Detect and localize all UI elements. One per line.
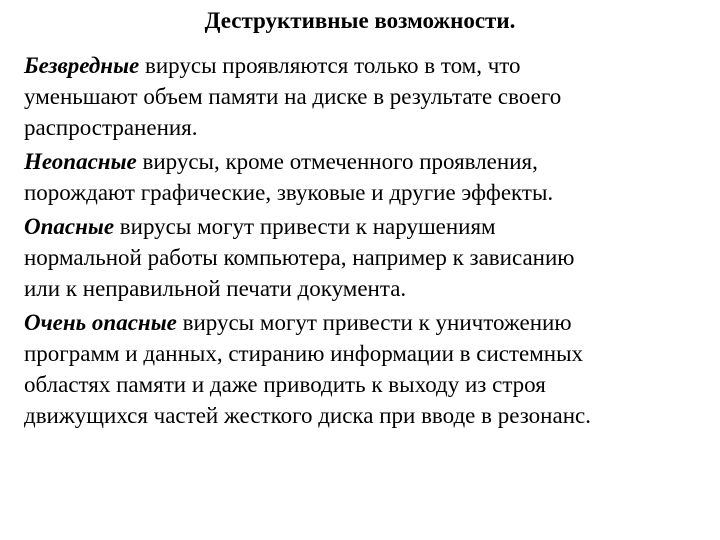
paragraph-text: вирусы, кроме отмеченного проявления, bbox=[136, 149, 538, 174]
paragraph-text: распространения. bbox=[24, 115, 198, 140]
paragraph-text: вирусы могут привести к уничтожению bbox=[176, 310, 572, 335]
slide-body bbox=[24, 50, 704, 434]
paragraph-dangerous bbox=[24, 211, 704, 304]
paragraph-text: нормальной работы компьютера, например к зависанию bbox=[24, 245, 575, 270]
term-dangerous: Опасные bbox=[24, 214, 115, 239]
paragraph-text: порождают графические, звуковые и другие эффекты. bbox=[24, 180, 554, 205]
term-non-dangerous: Неопасные bbox=[24, 149, 137, 174]
paragraph-text: областях памяти и даже приводить к выходу из строя bbox=[24, 372, 546, 397]
paragraph-text: вирусы могут привести к нарушениям bbox=[114, 214, 496, 239]
paragraph-text: или к неправильной печати документа. bbox=[24, 276, 407, 301]
paragraph-very-dangerous bbox=[24, 307, 704, 431]
paragraph-harmless bbox=[24, 50, 704, 143]
term-harmless: Безвредные bbox=[24, 53, 140, 78]
paragraph-text: вирусы проявляются только в том, что bbox=[139, 53, 521, 78]
paragraph-text: движущихся частей жесткого диска при вводе в резонанс. bbox=[24, 403, 591, 428]
slide-title: Деструктивные возможности. bbox=[204, 8, 516, 33]
paragraph-text: уменьшают объем памяти на диске в результате своего bbox=[24, 84, 562, 109]
paragraph-non-dangerous bbox=[24, 146, 704, 208]
paragraph-text: программ и данных, стиранию информации в системных bbox=[24, 341, 584, 366]
term-very-dangerous: Очень опасные bbox=[24, 310, 177, 335]
